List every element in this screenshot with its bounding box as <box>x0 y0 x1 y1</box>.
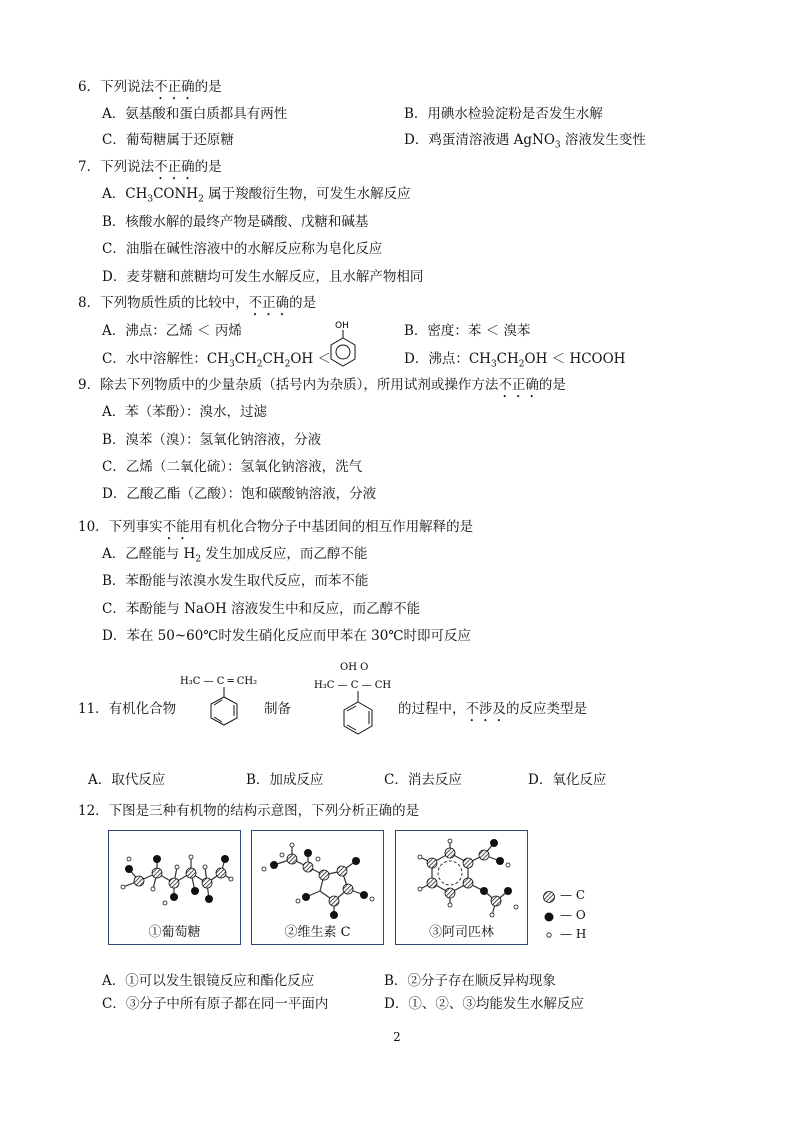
q11-product-label: H₃C — C — CH <box>314 680 392 691</box>
q9-option-d: D．乙酸乙酯（乙酸）：饱和碳酸钠溶液，分液 <box>102 486 377 502</box>
legend-hydrogen: — H <box>560 927 587 941</box>
q11-option-a: A．取代反应 <box>88 772 166 788</box>
vitamin-c-ball-stick-model <box>252 831 383 921</box>
q7-option-d: D．麦芽糖和蔗糖均可发生水解反应，且水解产物相同 <box>102 269 424 285</box>
glucose-caption: ①葡萄糖 <box>148 925 201 940</box>
q11-reactant-structure <box>178 670 258 732</box>
q8-option-a: A．沸点：乙烯 ＜ 丙烯 <box>102 323 242 339</box>
aspirin-caption: ③阿司匹林 <box>428 925 494 940</box>
q10-option-d: D．苯在 50~60℃时发生硝化反应而甲苯在 30℃时即可反应 <box>102 628 471 644</box>
q9-stem: 9．除去下列物质中的少量杂质（括号内为杂质），所用试剂或操作方法不正确的是 <box>78 377 566 393</box>
page-number: 2 <box>393 1030 401 1044</box>
q8-option-c: C．水中溶解性：$CH_3CH_2CH_2OH$ ＜ <box>102 351 331 370</box>
phenol-structure <box>326 318 360 370</box>
legend-oxygen: — O <box>560 908 586 922</box>
q12-stem: 12．下图是三种有机物的结构示意图，下列分析正确的是 <box>78 803 420 819</box>
q11-reactant-label: H₃C — C ═ CH₂ <box>180 676 258 687</box>
vitamin-c-caption: ②维生素 C <box>284 925 351 940</box>
q7-option-c: C．油脂在碱性溶液中的水解反应称为皂化反应 <box>102 241 383 257</box>
atom-legend-symbols <box>540 886 558 944</box>
q9-option-b: B．溴苯（溴）：氢氧化钠溶液，分液 <box>102 432 322 448</box>
q7-stem: 7．下列说法不正确的是 <box>78 159 222 175</box>
q11-option-d: D．氧化反应 <box>528 772 607 788</box>
q8-option-d: D．沸点：$CH_3CH_2OH$ ＜ HCOOH <box>404 351 626 370</box>
q8-stem: 8．下列物质性质的比较中，不正确的是 <box>78 295 317 311</box>
q11-option-c: C．消去反应 <box>384 772 462 788</box>
q12-option-c: C．③分子中所有原子都在同一平面内 <box>102 996 329 1012</box>
aspirin-ball-stick-model <box>396 831 527 921</box>
glucose-ball-stick-model <box>109 831 240 921</box>
legend-carbon: — C <box>560 888 586 902</box>
glucose-model-panel <box>108 830 241 945</box>
q11-product-top: OH O <box>340 662 369 673</box>
q6-option-d: D．鸡蛋清溶液遇 AgNO$_3$ 溶液发生变性 <box>404 132 646 151</box>
q6-stem: 6．下列说法不正确的是 <box>78 79 222 95</box>
q7-option-b: B．核酸水解的最终产物是磷酸、戊糖和碱基 <box>102 214 369 230</box>
q10-option-a: A．乙醛能与 $H_2$ 发生加成反应，而乙醇不能 <box>102 546 368 565</box>
q6-option-b: B．用碘水检验淀粉是否发生水解 <box>404 106 603 122</box>
q12-option-b: B．②分子存在顺反异构现象 <box>384 973 556 989</box>
q11-stem-end: 的过程中，不涉及的反应类型是 <box>398 701 587 717</box>
q12-option-d: D．①、②、③均能发生水解反应 <box>384 996 584 1012</box>
vitamin-c-model-panel <box>251 830 384 945</box>
q9-option-c: C．乙烯（二氧化硫）：氢氧化钠溶液，洗气 <box>102 459 363 475</box>
carbon-legend-icon <box>544 892 555 903</box>
q9-option-a: A．苯（苯酚）：溴水，过滤 <box>102 404 267 420</box>
q6-option-a: A．氨基酸和蛋白质都具有两性 <box>102 106 288 122</box>
q11-product-structure <box>310 658 392 740</box>
q12-option-a: A．①可以发生银镜反应和酯化反应 <box>102 973 315 989</box>
q6-option-c: C．葡萄糖属于还原糖 <box>102 132 234 148</box>
q10-stem: 10．下列事实不能用有机化合物分子中基团间的相互作用解释的是 <box>78 519 474 535</box>
oxygen-legend-icon <box>545 913 554 922</box>
q8-option-b: B．密度：苯 ＜ 溴苯 <box>404 323 531 339</box>
q7-option-a: A．$CH_3CONH_2$ 属于羧酸衍生物，可发生水解反应 <box>102 186 411 205</box>
aspirin-model-panel <box>395 830 528 945</box>
q11-option-b: B．加成反应 <box>246 772 324 788</box>
q11-stem-mid: 制备 <box>264 701 291 717</box>
q10-option-c: C．苯酚能与 NaOH 溶液发生中和反应，而乙醇不能 <box>102 601 421 617</box>
hydrogen-legend-icon <box>547 933 551 937</box>
phenol-oh-label: OH <box>335 321 349 331</box>
q10-option-b: B．苯酚能与浓溴水发生取代反应，而苯不能 <box>102 573 369 589</box>
q11-stem-start: 11．有机化合物 <box>78 701 177 717</box>
